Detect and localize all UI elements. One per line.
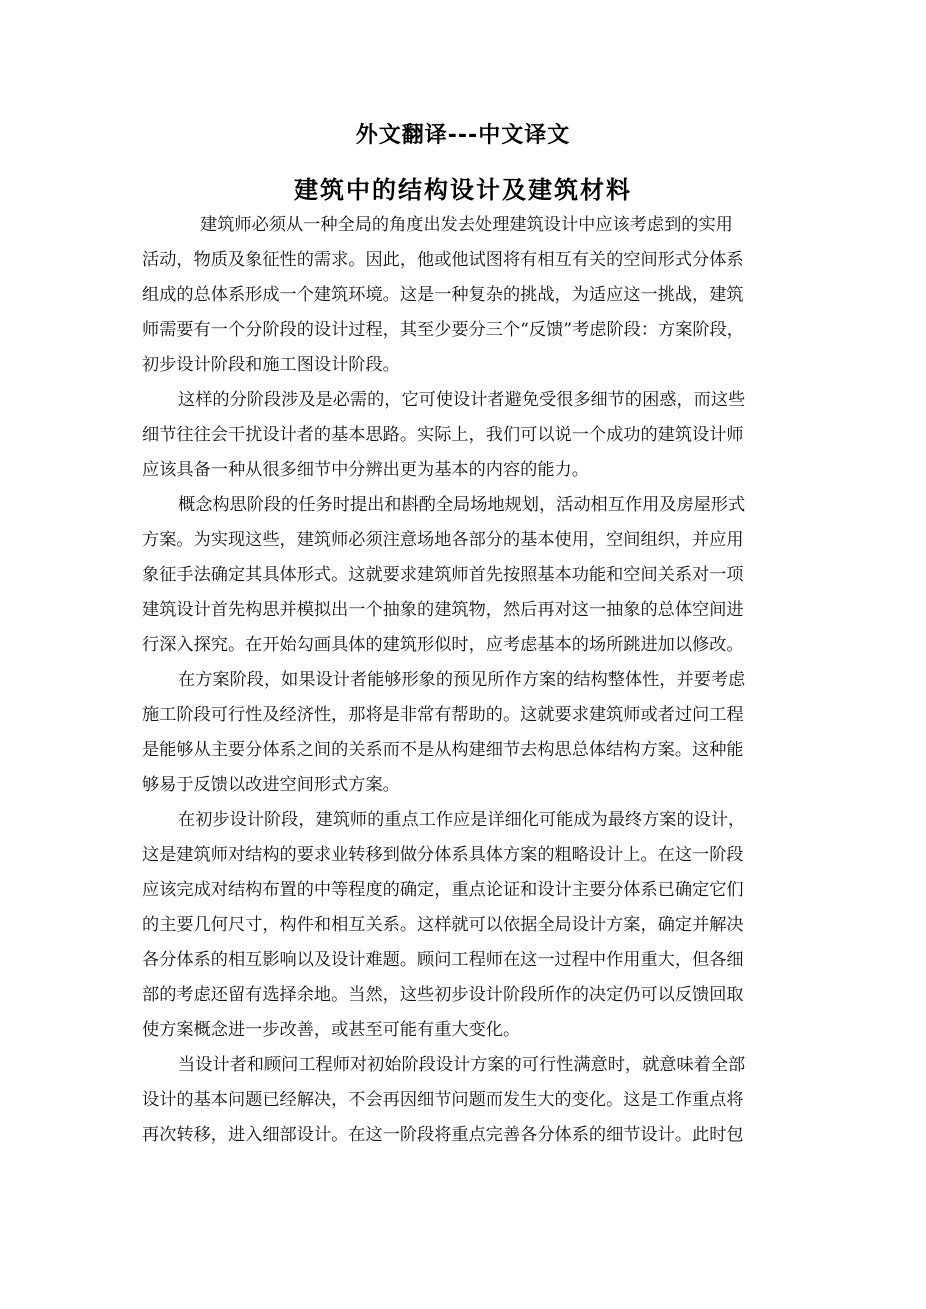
body-line: 这样的分阶段涉及是必需的，它可使设计者避免受很多细节的困惑，而这些 xyxy=(178,390,746,410)
body-line: 师需要有一个分阶段的设计过程，其至少要分三个“反馈”考虑阶段：方案阶段， xyxy=(142,320,744,340)
body-line: 在方案阶段，如果设计者能够形象的预见所作方案的结构整体性，并要考虑 xyxy=(178,670,746,690)
body-line: 初步设计阶段和施工图设计阶段。 xyxy=(142,355,400,375)
body-line: 当设计者和顾问工程师对初始阶段设计方案的可行性满意时，就意味着全部 xyxy=(178,1055,746,1075)
body-line: 各分体系的相互影响以及设计难题。顾问工程师在这一过程中作用重大，但各细 xyxy=(142,950,744,970)
document-title: 外文翻译---中文译文 xyxy=(355,123,571,148)
body-line: 行深入探究。在开始勾画具体的建筑形似时，应考虑基本的场所跳进加以修改。 xyxy=(142,635,744,655)
body-line: 部的考虑还留有选择余地。当然，这些初步设计阶段所作的决定仍可以反馈回取 xyxy=(142,985,744,1005)
body-line: 再次转移，进入细部设计。在这一阶段将重点完善各分体系的细节设计。此时包 xyxy=(142,1125,744,1145)
body-line: 施工阶段可行性及经济性，那将是非常有帮助的。这就要求建筑师或者过问工程 xyxy=(142,705,744,725)
body-line: 是能够从主要分体系之间的关系而不是从构建细节去构思总体结构方案。这种能 xyxy=(142,740,744,760)
document-body xyxy=(142,208,788,1153)
body-line: 建筑师必须从一种全局的角度出发去处理建筑设计中应该考虑到的实用 xyxy=(200,215,733,235)
body-line: 使方案概念进一步改善，或甚至可能有重大变化。 xyxy=(142,1020,521,1040)
body-line: 这是建筑师对结构的要求业转移到做分体系具体方案的粗略设计上。在这一阶段 xyxy=(142,845,744,865)
body-line: 设计的基本问题已经解决，不会再因细节问题而发生大的变化。这是工作重点将 xyxy=(142,1090,744,1110)
body-line: 的主要几何尺寸，构件和相互关系。这样就可以依据全局设计方案，确定并解决 xyxy=(142,915,744,935)
document-subtitle: 建筑中的结构设计及建筑材料 xyxy=(294,176,632,204)
body-line: 够易于反馈以改进空间形式方案。 xyxy=(142,775,400,795)
body-line: 应该完成对结构布置的中等程度的确定，重点论证和设计主要分体系已确定它们 xyxy=(142,880,744,900)
body-line: 应该具备一种从很多细节中分辨出更为基本的内容的能力。 xyxy=(142,460,589,480)
body-line: 建筑设计首先构思并模拟出一个抽象的建筑物，然后再对这一抽象的总体空间进 xyxy=(142,600,744,620)
body-line: 组成的总体系形成一个建筑环境。这是一种复杂的挑战，为适应这一挑战，建筑 xyxy=(142,285,744,305)
body-line: 活动，物质及象征性的需求。因此，他或他试图将有相互有关的空间形式分体系 xyxy=(142,250,744,270)
body-line: 在初步设计阶段，建筑师的重点工作应是详细化可能成为最终方案的设计， xyxy=(178,810,746,830)
body-line: 概念构思阶段的任务时提出和斟酌全局场地规划，活动相互作用及房屋形式 xyxy=(178,495,746,515)
body-line: 细节往往会干扰设计者的基本思路。实际上，我们可以说一个成功的建筑设计师 xyxy=(142,425,744,445)
body-line: 方案。为实现这些，建筑师必须注意场地各部分的基本使用，空间组织，并应用 xyxy=(142,530,744,550)
body-line: 象征手法确定其具体形式。这就要求建筑师首先按照基本功能和空间关系对一项 xyxy=(142,565,744,585)
